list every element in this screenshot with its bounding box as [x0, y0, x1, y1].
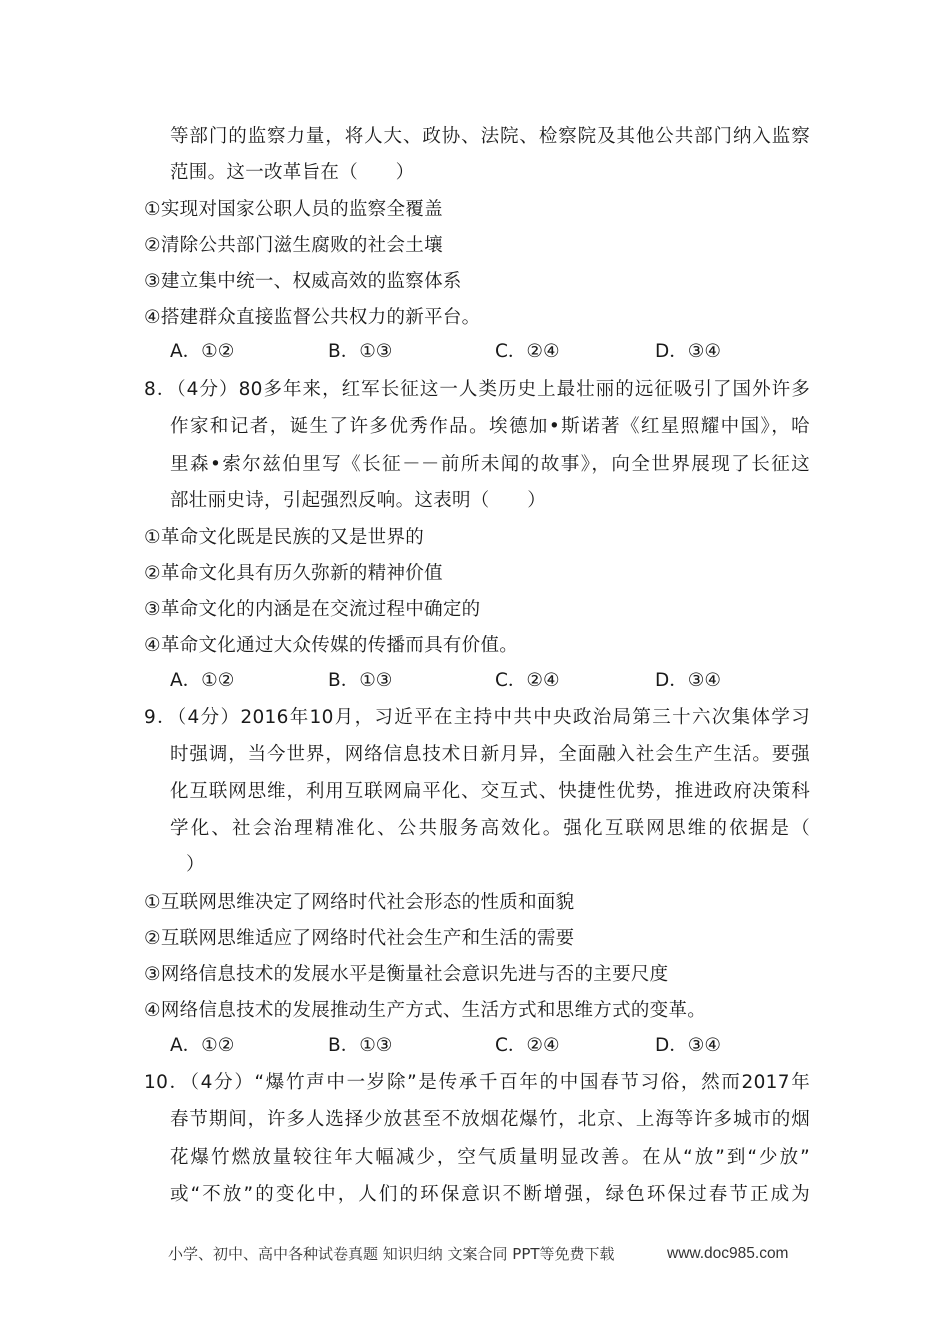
q8-choice-d: D．③④	[655, 670, 721, 691]
q10-stem-line-2: 春节期间，许多人选择少放甚至不放烟花爆竹，北京、上海等许多城市的烟	[170, 1109, 810, 1130]
q9-choice-c: C．②④	[495, 1035, 560, 1056]
q9-stem-line-4: 学化、社会治理精准化、公共服务高效化。强化互联网思维的依据是（	[170, 818, 810, 839]
q7-choice-a: A．①②	[170, 341, 235, 362]
q9-option-1: ①互联网思维决定了网络时代社会形态的性质和面貌	[144, 892, 575, 913]
q9-stem-line-5: ）	[186, 854, 205, 875]
q8-option-1: ①革命文化既是民族的又是世界的	[144, 527, 425, 548]
q7-stem-line-2: 范围。这一改革旨在（ ）	[170, 162, 415, 183]
q7-choice-d: D．③④	[655, 341, 721, 362]
q7-option-1: ①实现对国家公职人员的监察全覆盖	[144, 199, 443, 220]
q8-choice-b: B．①③	[328, 670, 393, 691]
q7-choice-b: B．①③	[328, 341, 393, 362]
q8-stem-line-1: 8．（4分）80多年来，红军长征这一人类历史上最壮丽的远征吸引了国外许多	[144, 379, 810, 400]
q7-choice-c: C．②④	[495, 341, 560, 362]
q8-stem-line-4: 部壮丽史诗，引起强烈反响。这表明（ ）	[170, 490, 547, 511]
q8-option-3: ③革命文化的内涵是在交流过程中确定的	[144, 599, 481, 620]
q8-choice-c: C．②④	[495, 670, 560, 691]
page-footer	[168, 1244, 789, 1264]
q10-stem-line-3: 花爆竹燃放量较往年大幅减少，空气质量明显改善。在从“放”到“少放”	[170, 1147, 810, 1168]
footer-text: 小学、初中、高中各种试卷真题 知识归纳 文案合同 PPT等免费下载	[168, 1245, 615, 1263]
q9-choice-b: B．①③	[328, 1035, 393, 1056]
q7-option-4: ④搭建群众直接监督公共权力的新平台。	[144, 307, 481, 328]
q8-option-4: ④革命文化通过大众传媒的传播而具有价值。	[144, 635, 519, 656]
q9-option-2: ②互联网思维适应了网络时代社会生产和生活的需要	[144, 928, 575, 949]
q8-stem-line-2: 作家和记者，诞生了许多优秀作品。埃德加•斯诺著《红星照耀中国》，哈	[170, 416, 810, 437]
q9-option-4: ④网络信息技术的发展推动生产方式、生活方式和思维方式的变革。	[144, 1000, 707, 1021]
q8-option-2: ②革命文化具有历久弥新的精神价值	[144, 563, 443, 584]
q8-choice-a: A．①②	[170, 670, 235, 691]
q8-stem-line-3: 里森•索尔兹伯里写《长征－－前所未闻的故事》，向全世界展现了长征这	[170, 454, 810, 475]
q10-stem-line-4: 或“不放”的变化中，人们的环保意识不断增强，绿色环保过春节正成为	[170, 1184, 810, 1205]
q9-stem-line-2: 时强调，当今世界，网络信息技术日新月异，全面融入社会生产生活。要强	[170, 744, 810, 765]
q9-choice-d: D．③④	[655, 1035, 721, 1056]
q9-stem-line-3: 化互联网思维，利用互联网扁平化、交互式、快捷性优势，推进政府决策科	[170, 781, 810, 802]
q9-stem-line-1: 9．（4分）2016年10月，习近平在主持中共中央政治局第三十六次集体学习	[144, 707, 810, 728]
q10-stem-line-1: 10．（4分）“爆竹声中一岁除”是传承千百年的中国春节习俗，然而2017年	[144, 1072, 810, 1093]
q7-option-3: ③建立集中统一、权威高效的监察体系	[144, 271, 462, 292]
q7-stem-line-1: 等部门的监察力量，将人大、政协、法院、检察院及其他公共部门纳入监察	[170, 126, 810, 147]
q9-option-3: ③网络信息技术的发展水平是衡量社会意识先进与否的主要尺度	[144, 964, 669, 985]
footer-url-link[interactable]: www.doc985.com	[667, 1245, 789, 1262]
q9-choice-a: A．①②	[170, 1035, 235, 1056]
q7-option-2: ②清除公共部门滋生腐败的社会土壤	[144, 235, 443, 256]
